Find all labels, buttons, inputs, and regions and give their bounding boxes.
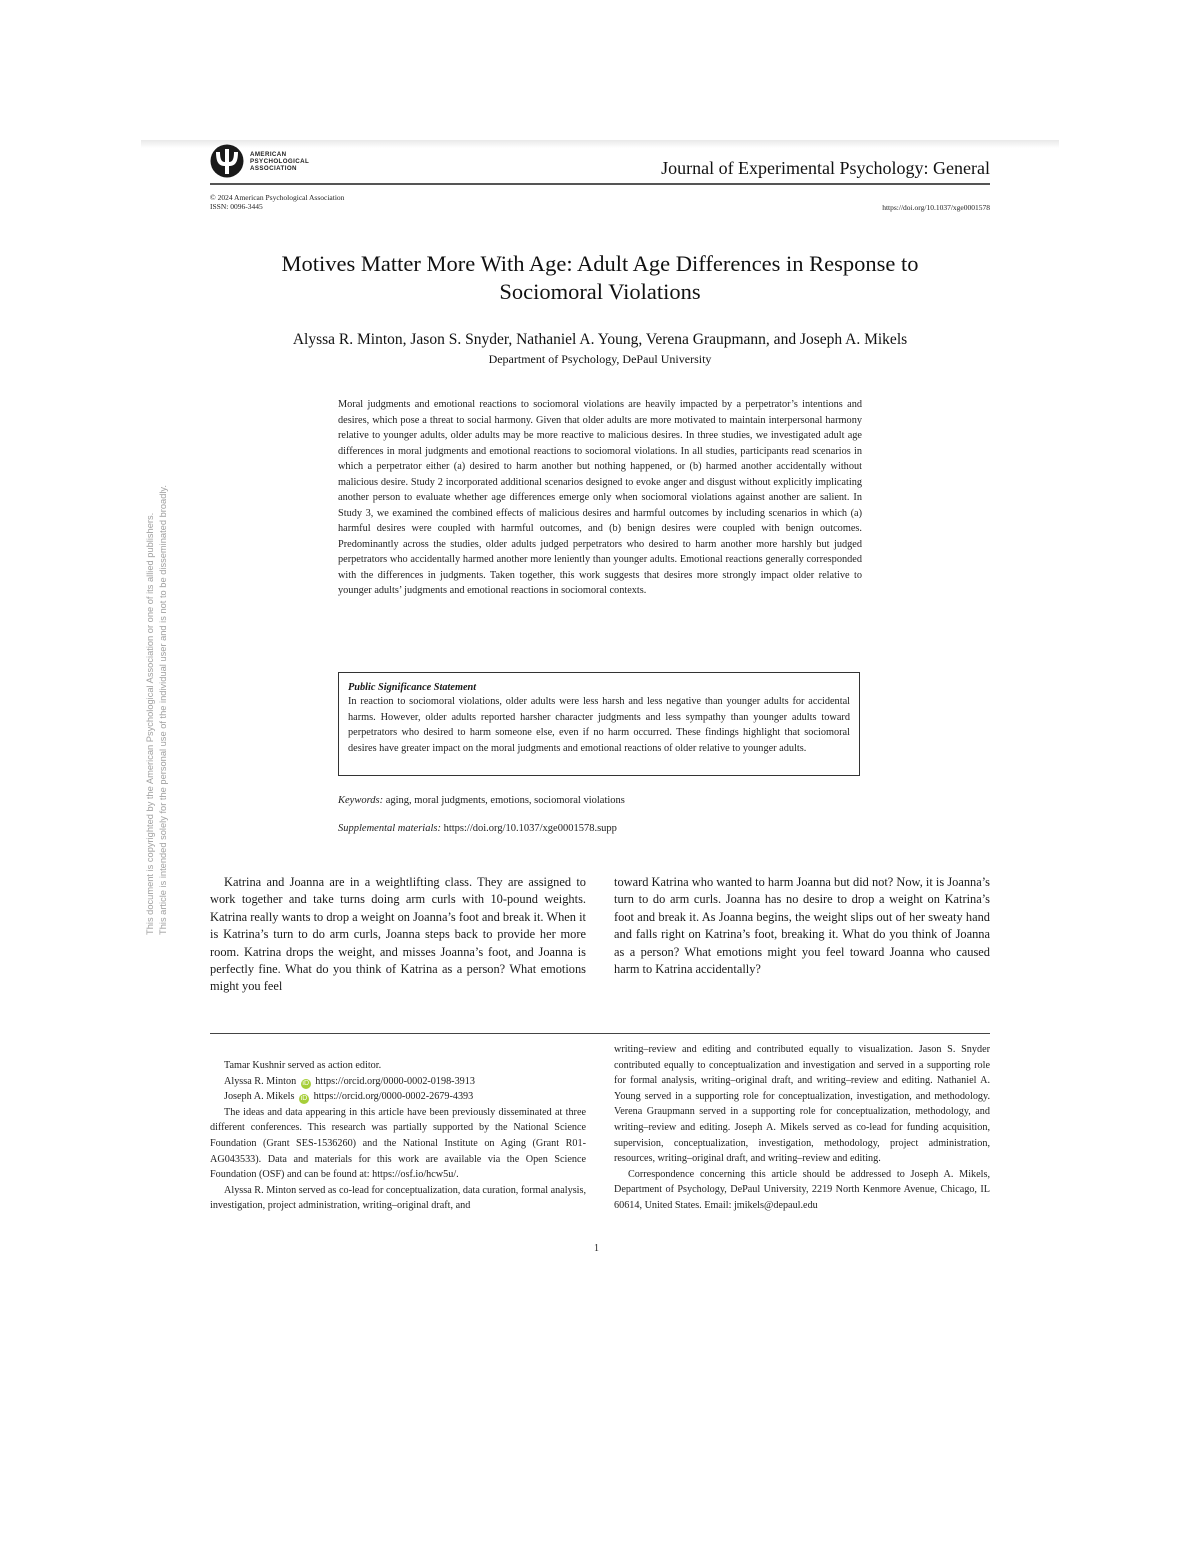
keywords-list: aging, moral judgments, emotions, sociomoral violations [385,795,625,806]
orcid-line-2 [210,1089,586,1105]
orcid-name-2: Joseph A. Mikels [224,1091,295,1103]
contributions-note-start: Alyssa R. Minton served as co-lead for conceptualization, data curation, formal analysis, investigation, project administration, writing–original draft, and [210,1184,586,1212]
supplemental-materials [338,823,617,834]
footnote-rule [210,1033,990,1034]
supp-label: Supplemental materials: [338,823,441,834]
issn-line: ISSN: 0096-3445 [210,202,263,211]
title-line-1: Motives Matter More With Age: Adult Age Differences in Response to [281,251,919,276]
copyright-block [210,193,344,211]
copyright-side-note [144,485,170,935]
orcid-link-2[interactable]: https://orcid.org/0000-0002-2679-4393 [313,1091,474,1103]
action-editor-note: Tamar Kushnir served as action editor. [224,1060,382,1071]
body-column-left: Katrina and Joanna are in a weightlifting class. They are assigned to work together and take turns doing arm curls with 10-pound weights. Katrina really wants to drop a weight on Joanna’s foot and break it. When it is Katrina’s turn to do arm curls, Joanna steps back to provide her more room. Katrina drops the weight, and misses Joanna’s foot, and Joanna is perfectly fine. What do you think of Katrina as a person? What emotions might you feel [210,875,586,994]
logo-line-1: AMERICAN [250,150,287,158]
abstract: Moral judgments and emotional reactions to sociomoral violations are heavily impacted by a perpetrator’s intentions and desires, which pose a threat to social harmony. Given that older adults are more motivated to maintain interpersonal harmony relative to younger adults, older adults may be more reactive to malicious desires. In three studies, we investigated adult age differences in moral judgments and emotional reactions to sociomoral violations. In all studies, participants read scenarios in which a perpetrator either (a) desired to harm another but nothing happened, or (b) harmed another accidentally without malicious desire. Study 2 incorporated additional scenarios designed to evoke anger and disgust without explicitly implicating another person to evaluate whether age differences emerge only when sociomoral violations against another are salient. In Study 3, we examined the combined effects of malicious desires and harmful outcomes by including scenarios in which (a) harmful desires were coupled with harmful outcomes, and (b) benign desires were coupled with benign outcomes. Predominantly across the studies, older adults judged perpetrators who desired to harm another more harshly but judged perpetrators who accidentally harmed another more leniently than younger adults. Emotional reactions generally corresponded with the differences in judgments. Taken together, this work suggests that desires more strongly impact older relative to younger adults’ judgments and emotional reactions in sociomoral contexts. [338,399,862,596]
keywords-label: Keywords: [338,795,384,806]
side-note-line-1: This document is copyrighted by the American Psychological Association or one of its allied publishers. [145,512,155,935]
contributions-note-cont: writing–review and editing and contributed equally to visualization. Jason S. Snyder contributed equally to conceptualization and investigation and served in a supporting role for formal analysis, writing–original draft, and writing–review and editing. Nathaniel A. Young served in a supporting role for conceptualization, investigation, and methodology. Verena Graupmann served in a supporting role for conceptualization, methodology, and writing–review and editing. Joseph A. Mikels served as co-lead for funding acquisition, supervision, conceptualization, investigation, methodology, project administration, resources, writing–original draft, and writing–review and editing. [614,1044,990,1165]
orcid-link-1[interactable]: https://orcid.org/0000-0002-0198-3913 [315,1075,475,1087]
supp-link[interactable]: https://doi.org/10.1037/xge0001578.supp [443,823,617,834]
footnotes-right [614,1042,990,1214]
pss-title: Public Significance Statement [348,682,477,693]
footnotes-left [210,1058,586,1214]
public-significance-box [338,672,860,776]
apa-logo [210,144,309,178]
body-column-right: toward Katrina who wanted to harm Joanna but did not? Now, it is Joanna’s turn to do arm curls. Joanna has no desire to drop a weight on Katrina’s foot and break it. As Joanna begins, the weight slips out of her sweaty hand and falls right on Katrina’s foot, breaking it. What do you think of Joanna as a person? What emotions might you feel toward Joanna who caused harm to Katrina accidentally? [614,875,990,977]
orcid-icon: iD [302,1079,310,1087]
funding-note: The ideas and data appearing in this article have been previously disseminated at three different conferences. This research was partially supported by the National Science Foundation (Grant SES-1536260) and the National Institute on Aging (Grant R01-AG043533). Data and materials for this work are available via the Open Science Foundation (OSF) and can be found at: https://osf.io/hcw5u/. [210,1106,586,1181]
correspondence-note: Correspondence concerning this article should be addressed to Joseph A. Mikels, Department of Psychology, DePaul University, 2219 North Kenmore Avenue, Chicago, IL 60614, United States. Email: jmikels@depaul.edu [614,1168,990,1211]
logo-line-2: PSYCHOLOGICAL [250,157,310,165]
article-doi[interactable]: https://doi.org/10.1037/xge0001578 [882,203,990,212]
orcid-icon: iD [300,1095,308,1103]
title-line-2: Sociomoral Violations [499,279,701,304]
orcid-line-1 [210,1074,586,1090]
keywords [338,795,625,806]
copyright-line: © 2024 American Psychological Association [210,193,345,202]
author-list: Alyssa R. Minton, Jason S. Snyder, Nathaniel A. Young, Verena Graupmann, and Joseph A. Mikels [292,331,908,348]
pss-text: In reaction to sociomoral violations, older adults were less harsh and less negative than younger adults for accidental harms. However, older adults reported harsher character judgments and less sympathy than younger adults toward perpetrators who desired to harm someone else, even if no harm occurred. These findings highlight that sociomoral desires have greater impact on the moral judgments and emotional reactions of older relative to younger adults. [348,696,850,754]
affiliation: Department of Psychology, DePaul University [488,352,712,366]
header-rule [210,183,990,185]
apa-logo-text [250,151,309,172]
orcid-name-1: Alyssa R. Minton [224,1075,297,1087]
journal-name: Journal of Experimental Psychology: General [661,158,990,178]
side-note-line-2: This article is intended solely for the personal use of the individual user and is not to be disseminated broadly. [158,485,168,935]
page-number: 1 [594,1243,599,1254]
apa-psi-icon [210,144,244,178]
article-title [160,250,1040,306]
logo-line-3: ASSOCIATION [250,164,297,172]
